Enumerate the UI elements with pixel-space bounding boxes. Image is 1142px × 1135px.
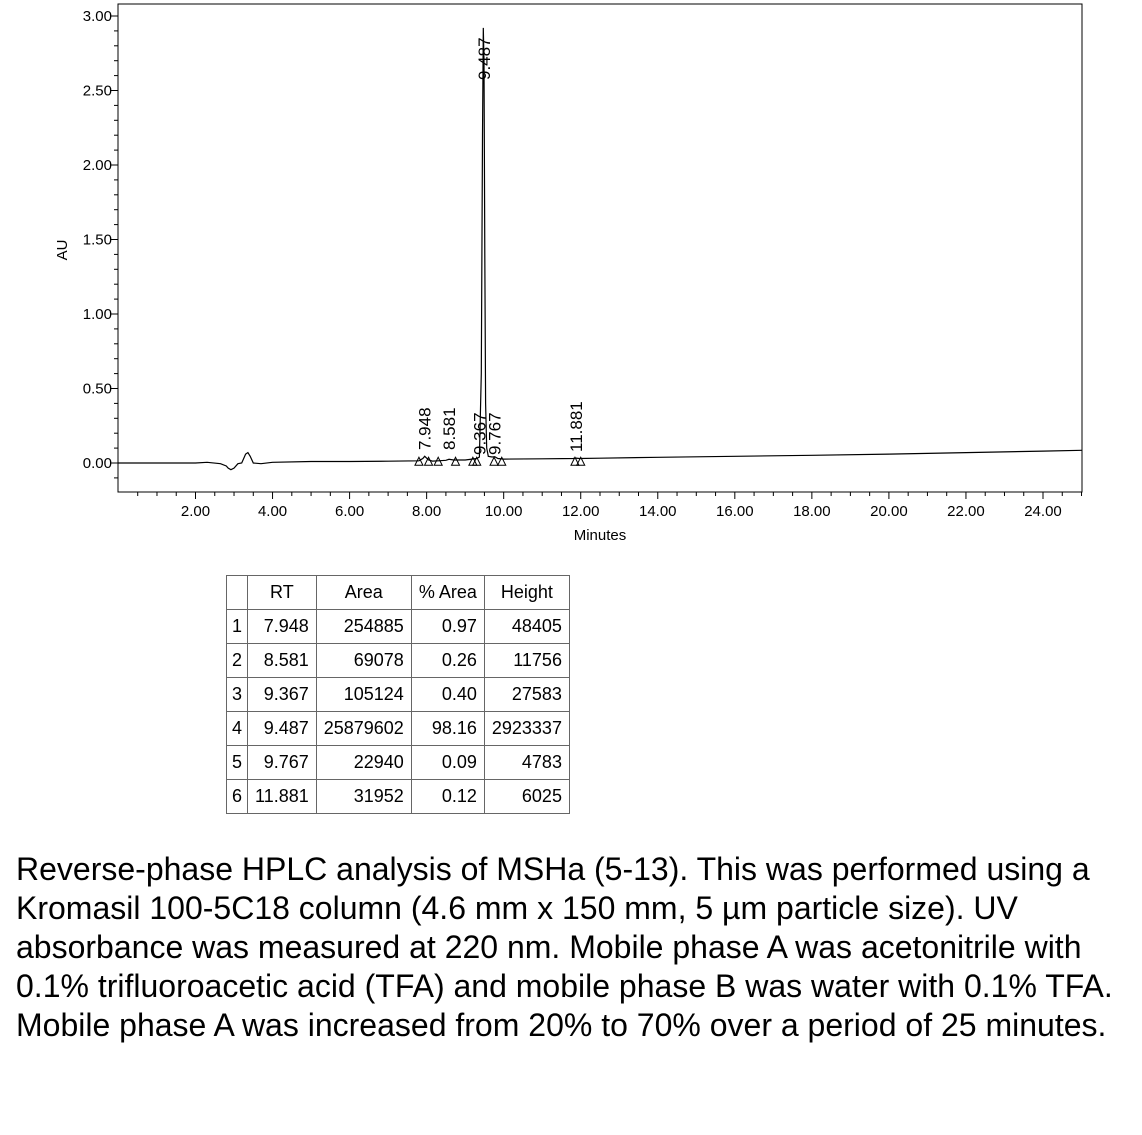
cell-rt: 7.948 xyxy=(248,610,317,644)
x-tick-label: 6.00 xyxy=(334,503,365,520)
peak-label: 11.881 xyxy=(567,401,587,452)
table-row xyxy=(227,644,570,678)
table-row xyxy=(227,712,570,746)
cell-area: 105124 xyxy=(316,678,411,712)
x-tick-label: 18.00 xyxy=(793,503,831,520)
cell-height: 27583 xyxy=(484,678,569,712)
cell-area: 25879602 xyxy=(316,712,411,746)
x-tick-label: 10.00 xyxy=(484,503,523,520)
table-header-area: Area xyxy=(316,576,411,610)
cell-percent-area: 0.97 xyxy=(411,610,484,644)
cell-rt: 9.367 xyxy=(248,678,317,712)
peak-results-table xyxy=(226,575,570,814)
y-tick-label: 1.50 xyxy=(82,231,112,249)
y-tick-label: 2.00 xyxy=(82,157,112,174)
cell-area: 254885 xyxy=(316,610,411,644)
x-tick-label: 4.00 xyxy=(257,503,288,520)
x-tick-label: 12.00 xyxy=(561,503,600,520)
cell-rt: 9.767 xyxy=(248,746,317,780)
cell-area: 31952 xyxy=(316,780,411,814)
figure-caption: Reverse-phase HPLC analysis of MSHa (5-13). This was performed using a Kromasil 100-5C18 column (4.6 mm x 150 mm, 5 µm particle size). UV absorbance was measured at 220 nm. Mobile phase A was acetonitrile with 0.1% trifluoroacetic acid (TFA) and mobile phase B was water with 0.1% TFA. Mobile phase A was increased from 20% to 70% over a period of 25 minutes. xyxy=(16,851,1113,1043)
peak-label: 8.581 xyxy=(440,407,459,450)
y-tick-label: 3.00 xyxy=(82,8,112,25)
table-row xyxy=(227,678,570,712)
cell-percent-area: 0.12 xyxy=(411,780,484,814)
y-axis xyxy=(83,8,118,478)
plot-frame xyxy=(118,4,1082,492)
table-header-rt: RT xyxy=(248,576,317,610)
table-header-height: Height xyxy=(484,576,569,610)
row-index: 6 xyxy=(227,780,248,814)
cell-rt: 9.487 xyxy=(248,712,317,746)
x-tick-label: 22.00 xyxy=(947,503,985,520)
peak-label: 7.948 xyxy=(415,407,435,450)
y-tick-label: 2.50 xyxy=(82,82,112,100)
cell-percent-area: 0.40 xyxy=(411,678,484,712)
cell-area: 22940 xyxy=(316,746,411,780)
table-header-percent-area: % Area xyxy=(411,576,484,610)
chromatogram-trace xyxy=(119,28,1082,470)
x-tick-label: 16.00 xyxy=(716,503,754,520)
y-tick-label: 0.00 xyxy=(82,455,112,472)
table-header-index xyxy=(227,576,248,610)
y-tick-label: 0.50 xyxy=(82,380,112,398)
y-tick-label: 1.00 xyxy=(82,306,112,323)
row-index: 5 xyxy=(227,746,248,780)
y-axis-title: AU xyxy=(54,239,71,261)
x-tick-label: 14.00 xyxy=(638,503,677,520)
cell-height: 48405 xyxy=(484,610,569,644)
cell-rt: 8.581 xyxy=(248,644,317,678)
row-index: 3 xyxy=(227,678,248,712)
cell-height: 6025 xyxy=(484,780,569,814)
cell-percent-area: 98.16 xyxy=(411,712,484,746)
peak-label: 9.767 xyxy=(485,412,505,455)
x-tick-label: 20.00 xyxy=(870,503,908,520)
table-row xyxy=(227,746,570,780)
peak-label: 9.367 xyxy=(470,412,490,455)
x-axis-title: Minutes xyxy=(573,527,627,544)
x-axis xyxy=(138,492,1082,520)
row-index: 4 xyxy=(227,712,248,746)
peak-marker xyxy=(452,457,460,465)
table-row xyxy=(227,780,570,814)
row-index: 1 xyxy=(227,610,248,644)
table-row xyxy=(227,610,570,644)
cell-rt: 11.881 xyxy=(248,780,317,814)
chromatogram-chart xyxy=(0,0,1142,560)
x-tick-label: 8.00 xyxy=(412,503,442,520)
cell-height: 2923337 xyxy=(484,712,569,746)
row-index: 2 xyxy=(227,644,248,678)
peak-labels xyxy=(416,37,586,455)
cell-area: 69078 xyxy=(316,644,411,678)
table-header-row xyxy=(227,576,570,610)
peak-label: 9.487 xyxy=(474,37,494,80)
x-tick-label: 24.00 xyxy=(1024,503,1062,520)
cell-percent-area: 0.09 xyxy=(411,746,484,780)
cell-percent-area: 0.26 xyxy=(411,644,484,678)
cell-height: 11756 xyxy=(484,644,569,678)
cell-height: 4783 xyxy=(484,746,569,780)
x-tick-label: 2.00 xyxy=(180,503,211,520)
